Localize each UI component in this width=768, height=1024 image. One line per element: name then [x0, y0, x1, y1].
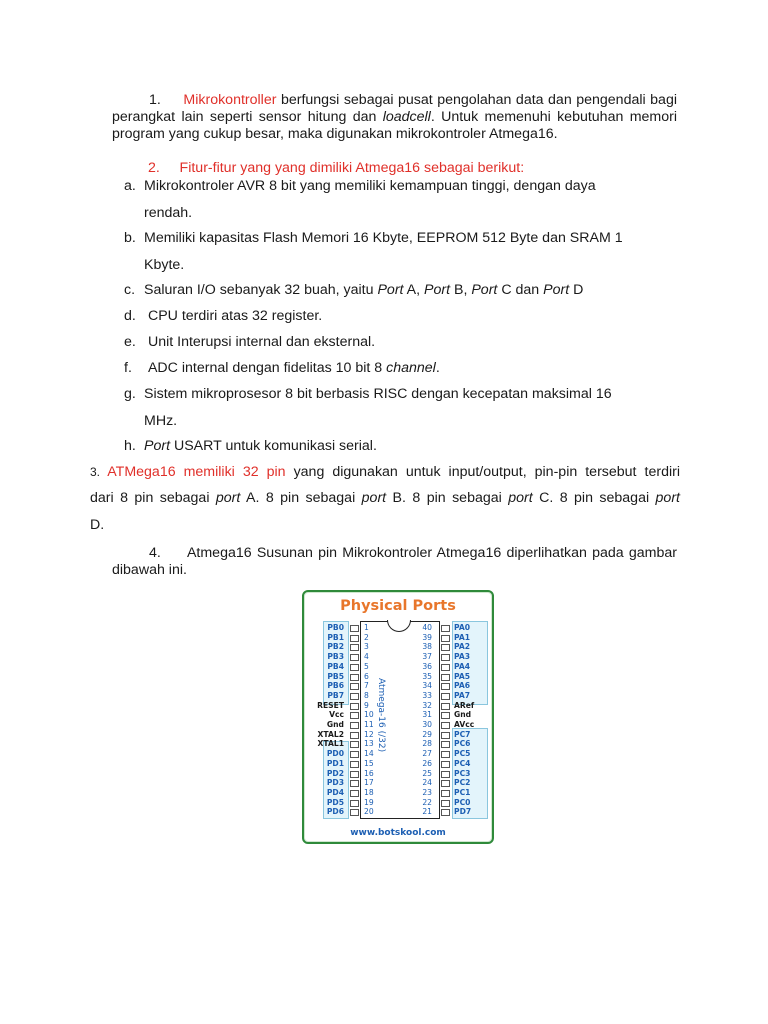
pin-leg — [441, 703, 450, 710]
left-pin-number: 12 — [364, 729, 374, 739]
pin-leg — [350, 683, 359, 690]
item-italic: Port — [424, 282, 451, 298]
item-marker: e. — [124, 334, 136, 350]
pin-leg — [441, 712, 450, 719]
p4-number: 4. — [149, 545, 161, 561]
right-pin-name: PC3 — [454, 768, 471, 778]
left-pin-name: PD0 — [326, 749, 344, 759]
pin-leg — [441, 644, 450, 651]
p1-term: Mikrokontroller — [183, 92, 277, 108]
right-pin-number: 38 — [422, 642, 432, 652]
left-pin-number: 9 — [364, 700, 369, 710]
right-pin-name: PA4 — [454, 661, 471, 671]
pin-leg — [350, 771, 359, 778]
paragraph-3-line-3: D. — [90, 517, 105, 533]
left-pin-number: 2 — [364, 632, 369, 642]
left-pin-name: PB3 — [327, 652, 344, 662]
figure-url: www.botskool.com — [350, 828, 446, 838]
right-pin-number: 40 — [422, 623, 432, 632]
item-text: D — [569, 282, 584, 298]
p3-text: B. 8 pin sebagai — [386, 490, 509, 506]
list-item-g-cont: MHz. — [144, 413, 178, 429]
left-pin-name: Gnd — [326, 720, 344, 729]
list-item-e — [124, 329, 677, 355]
left-pin-name: PD4 — [326, 787, 344, 797]
pin-leg — [350, 654, 359, 661]
item-italic: Port — [144, 438, 171, 454]
item-marker: g. — [124, 386, 136, 402]
p3-text: C. 8 pin sebagai — [532, 490, 656, 506]
left-pin-number: 8 — [364, 690, 369, 700]
left-pin-name: PD3 — [326, 778, 344, 788]
left-pin-number: 7 — [364, 681, 369, 691]
right-pin-name: PC1 — [454, 787, 471, 797]
pin-leg — [441, 625, 450, 632]
left-pin-number: 15 — [364, 758, 374, 768]
right-pin-number: 23 — [422, 787, 432, 797]
right-pin-number: 34 — [422, 681, 432, 691]
right-pin-number: 27 — [422, 749, 432, 759]
right-pin-name: PC6 — [454, 739, 471, 749]
item-text: A, — [403, 282, 425, 298]
right-pin-name: PC7 — [454, 729, 471, 739]
p1-text-b: . Untuk memenuhi kebutuhan memori program yang cukup besar, maka digunakan mikrokontroler Atmega16. — [112, 109, 677, 142]
pinout-figure — [302, 590, 494, 844]
p1-italic: loadcell — [382, 109, 431, 125]
pin-leg — [350, 703, 359, 710]
item-italic: Port — [377, 282, 404, 298]
left-pin-name: XTAL1 — [317, 739, 344, 749]
p3-line-1: yang digunakan untuk input/output, pin-pin tersebut terdiri — [285, 464, 680, 480]
left-pin-number: 11 — [364, 720, 374, 729]
pin-leg — [350, 741, 359, 748]
p3-number: 3. — [90, 465, 101, 479]
left-pin-number: 17 — [364, 778, 374, 788]
list-item-f — [124, 355, 677, 381]
p3-red: ATMega16 memiliki 32 pin — [107, 464, 286, 480]
pin-leg — [350, 722, 359, 729]
left-pin-number: 5 — [364, 661, 369, 671]
right-pin-name: PA7 — [454, 690, 471, 700]
left-pin-name: PB0 — [327, 623, 344, 632]
pin-leg — [441, 771, 450, 778]
right-pin-name: AVcc — [454, 720, 475, 729]
list-item-g — [124, 381, 677, 407]
item-italic: Port — [471, 282, 498, 298]
right-pin-name: PD7 — [454, 807, 472, 817]
item-text: B, — [450, 282, 472, 298]
pin-leg — [350, 790, 359, 797]
pin-leg — [350, 664, 359, 671]
left-pin-number: 16 — [364, 768, 374, 778]
left-pin-name: PD5 — [326, 797, 344, 807]
left-pin-number: 3 — [364, 642, 369, 652]
right-pin-number: 29 — [422, 729, 432, 739]
left-pin-number: 14 — [364, 749, 374, 759]
pin-leg — [350, 625, 359, 632]
pin-leg — [350, 674, 359, 681]
pin-leg — [441, 693, 450, 700]
pin-leg — [441, 751, 450, 758]
item-text: ADC internal dengan fidelitas 10 bit 8 — [147, 360, 387, 376]
left-pin-name: PD2 — [326, 768, 344, 778]
right-pin-number: 25 — [422, 768, 432, 778]
left-pin-name: XTAL2 — [317, 729, 344, 739]
item-marker: c. — [124, 282, 136, 298]
right-pin-name: ARef — [454, 700, 475, 710]
right-pin-name: PA2 — [454, 642, 471, 652]
item-text: Mikrokontroler AVR 8 bit yang memiliki kemampuan tinggi, dengan daya — [144, 178, 596, 194]
right-pin-name: PA3 — [454, 652, 471, 662]
right-pin-name: PC5 — [454, 749, 471, 759]
right-pin-number: 30 — [422, 720, 432, 729]
paragraph-2-heading: 2. Fitur-fitur yang yang dimiliki Atmega16 sebagai berikut: — [148, 160, 525, 176]
item-marker: a. — [124, 178, 136, 194]
item-italic: Port — [543, 282, 570, 298]
pin-leg — [441, 635, 450, 642]
item-text: Saluran I/O sebanyak 32 buah, yaitu — [144, 282, 378, 298]
right-pin-name: PC2 — [454, 778, 471, 788]
right-pin-number: 36 — [422, 661, 432, 671]
left-pin-number: 20 — [364, 807, 374, 817]
item-marker: d. — [124, 308, 136, 324]
pin-leg — [441, 800, 450, 807]
p3-italic: port — [361, 490, 387, 506]
right-pin-number: 22 — [422, 797, 432, 807]
paragraph-3-line-1 — [90, 464, 680, 481]
p1-number: 1. — [149, 92, 161, 108]
right-pin-number: 35 — [422, 671, 432, 681]
paragraph-4 — [112, 545, 677, 579]
p4-text: Atmega16 Susunan pin Mikrokontroler Atmega16 diperlihatkan pada gambar dibawah ini. — [112, 545, 677, 578]
left-pin-name: PB7 — [327, 690, 344, 700]
right-pin-name: PA0 — [454, 623, 471, 632]
list-item-a-cont: rendah. — [144, 205, 193, 221]
pin-leg — [350, 644, 359, 651]
list-item-b — [124, 225, 677, 251]
right-pin-number: 28 — [422, 739, 432, 749]
right-pin-name: PA5 — [454, 671, 471, 681]
left-pin-number: 10 — [364, 710, 374, 720]
right-pin-name: PC4 — [454, 758, 471, 768]
item-text: Memiliki kapasitas Flash Memori 16 Kbyte, EEPROM 512 Byte dan SRAM 1 — [144, 230, 623, 246]
item-italic: channel — [386, 360, 436, 376]
right-pin-number: 26 — [422, 758, 432, 768]
pin-leg — [441, 654, 450, 661]
pin-leg — [350, 635, 359, 642]
pin-leg — [441, 722, 450, 729]
left-pin-name: RESET — [317, 700, 344, 710]
pin-leg — [350, 693, 359, 700]
right-pin-number: 32 — [422, 700, 432, 710]
pin-leg — [441, 741, 450, 748]
item-text: Unit Interupsi internal dan eksternal. — [147, 334, 376, 350]
item-text: . — [435, 360, 440, 376]
left-pin-name: PB2 — [327, 642, 344, 652]
item-marker: f. — [124, 360, 132, 376]
pin-leg — [350, 732, 359, 739]
p3-italic: port — [508, 490, 533, 506]
pin-leg — [441, 664, 450, 671]
item-text: CPU terdiri atas 32 register. — [147, 308, 323, 324]
left-pin-name: PD1 — [326, 758, 344, 768]
item-marker: b. — [124, 230, 136, 246]
list-item-a — [124, 173, 677, 199]
paragraph-3-line-2 — [90, 490, 680, 507]
right-pin-name: PA1 — [454, 632, 471, 642]
pin-leg — [441, 683, 450, 690]
item-text: C dan — [497, 282, 544, 298]
right-pin-name: PC0 — [454, 797, 471, 807]
p3-italic: port — [655, 490, 680, 506]
pin-leg — [350, 751, 359, 758]
pin-leg — [441, 674, 450, 681]
pin-leg — [350, 780, 359, 787]
p3-text: dari 8 pin sebagai — [90, 490, 216, 506]
pin-leg — [441, 732, 450, 739]
list-item-b-cont: Kbyte. — [144, 257, 185, 273]
item-text: Sistem mikroprosesor 8 bit berbasis RISC dengan kecepatan maksimal 16 — [144, 386, 612, 402]
p3-italic: port — [215, 490, 241, 506]
right-pin-number: 21 — [422, 807, 432, 817]
left-pin-name: PB4 — [327, 661, 344, 671]
p3-text: A. 8 pin sebagai — [240, 490, 362, 506]
left-pin-number: 19 — [364, 797, 374, 807]
pin-leg — [441, 809, 450, 816]
pin-leg — [441, 790, 450, 797]
right-pin-number: 31 — [422, 710, 432, 720]
left-pin-number: 13 — [364, 739, 374, 749]
pin-leg — [350, 712, 359, 719]
right-pin-number: 39 — [422, 632, 432, 642]
list-item-c — [124, 277, 677, 303]
right-pin-number: 24 — [422, 778, 432, 788]
right-pin-name: Gnd — [454, 710, 472, 720]
list-item-d — [124, 303, 677, 329]
right-pin-name: PA6 — [454, 681, 471, 691]
left-pin-number: 4 — [364, 652, 369, 662]
right-pin-number: 37 — [422, 652, 432, 662]
list-item-h — [124, 433, 677, 459]
chip-label: Atmega-16 (/32) — [376, 678, 386, 753]
left-pin-number: 1 — [364, 623, 369, 632]
figure-title: Physical Ports — [340, 598, 456, 614]
left-pin-name: PB5 — [327, 671, 344, 681]
left-pin-name: PB1 — [327, 632, 344, 642]
pin-leg — [350, 809, 359, 816]
right-pin-number: 33 — [422, 690, 432, 700]
item-marker: h. — [124, 438, 136, 454]
paragraph-1 — [112, 92, 677, 143]
pin-leg — [441, 761, 450, 768]
p1-text-a: berfungsi sebagai pusat pengolahan data dan pengendali bagi perangkat lain seperti sensor hitung dan — [112, 92, 677, 125]
left-pin-number: 6 — [364, 671, 369, 681]
left-pin-name: PD6 — [326, 807, 344, 817]
item-text: USART untuk komunikasi serial. — [170, 438, 377, 454]
pin-leg — [441, 780, 450, 787]
pin-leg — [350, 761, 359, 768]
left-pin-name: Vcc — [329, 710, 344, 720]
pin-leg — [350, 800, 359, 807]
left-pin-name: PB6 — [327, 681, 344, 691]
left-pin-number: 18 — [364, 787, 374, 797]
